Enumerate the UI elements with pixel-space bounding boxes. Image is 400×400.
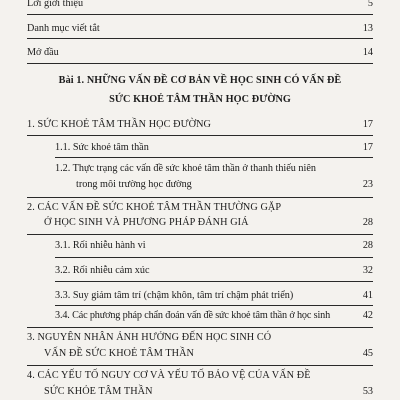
- toc-entry-page: 53: [362, 386, 373, 397]
- toc-entry-introduction: [0, 0, 400, 12]
- toc-entry-title: Lời giới thiệu: [27, 0, 84, 9]
- toc-entry-page: 45: [362, 348, 373, 359]
- separator-line: [27, 14, 373, 15]
- lesson-heading-line2: SỨC KHOẺ TÂM THẦN HỌC ĐƯỜNG: [109, 94, 291, 105]
- toc-entry-page: 32: [362, 265, 373, 276]
- separator-line: [27, 38, 373, 39]
- toc-entry-title: 3.1. Rối nhiễu hành vi: [55, 240, 146, 251]
- toc-entry-3-2: [0, 263, 400, 279]
- toc-entry-title: 1. SỨC KHOẺ TÂM THẦN HỌC ĐƯỜNG: [27, 119, 211, 130]
- toc-entry-title: 3.3. Suy giảm tâm trí (chậm khôn, tâm trí chậm phát triển): [55, 290, 294, 301]
- separator-line: [27, 63, 373, 64]
- toc-entry-section-4-line1: [0, 368, 400, 384]
- separator-line: [27, 365, 373, 366]
- toc-entry-abbreviations: [0, 21, 400, 37]
- toc-entry-page: 5: [367, 0, 373, 9]
- toc-entry-1-1: [0, 140, 400, 156]
- toc-entry-page: 28: [362, 240, 373, 251]
- toc-entry-section-3-line1: [0, 330, 400, 346]
- toc-entry-title: 1.2. Thực trạng các vấn đề sức khoẻ tâm thần ở thanh thiếu niên: [55, 163, 316, 174]
- toc-entry-title: Mở đầu: [27, 47, 59, 58]
- separator-line: [55, 157, 373, 158]
- toc-entry-section-2-line1: [0, 200, 400, 216]
- separator-line: [55, 305, 373, 306]
- toc-entry-section-1: [0, 117, 400, 133]
- toc-entry-3-4: [0, 308, 400, 324]
- toc-entry-title: 3. NGUYÊN NHÂN ẢNH HƯỞNG ĐẾN HỌC SINH CÓ: [27, 332, 272, 343]
- toc-entry-title: 2. CÁC VẤN ĐỀ SỨC KHOẺ TÂM THẦN THƯỜNG GẶP: [27, 202, 282, 213]
- toc-entry-page: 42: [362, 310, 373, 321]
- separator-line: [27, 135, 373, 136]
- separator-line: [27, 327, 373, 328]
- toc-entry-section-4-line2: [0, 384, 400, 400]
- toc-entry-title: 1.1. Sức khoẻ tâm thần: [55, 142, 149, 153]
- toc-entry-3-1: [0, 238, 400, 254]
- toc-entry-page: 14: [362, 47, 373, 58]
- toc-entry-opening: [0, 45, 400, 61]
- separator-line: [27, 197, 373, 198]
- toc-entry-page: 13: [362, 23, 373, 34]
- toc-entry-page: 23: [362, 179, 373, 190]
- toc-entry-page: 41: [362, 290, 373, 301]
- toc-entry-3-3: [0, 288, 400, 304]
- toc-entry-1-2-line1: [0, 161, 400, 177]
- separator-line: [55, 257, 373, 258]
- toc-entry-title-continuation: SỨC KHỎE TÂM THẦN: [44, 386, 153, 397]
- toc-entry-page: 17: [362, 119, 373, 130]
- toc-entry-title: 4. CÁC YẾU TỐ NGUY CƠ VÀ YẾU TỐ BẢO VỆ CỦA VẤN ĐỀ: [27, 370, 311, 381]
- toc-entry-1-2-line2: [0, 177, 400, 193]
- toc-entry-title-continuation: VẤN ĐỀ SỨC KHOẺ TÂM THẦN: [44, 348, 195, 359]
- toc-entry-section-3-line2: [0, 346, 400, 362]
- toc-entry-section-2-line2: [0, 215, 400, 231]
- separator-line: [55, 281, 373, 282]
- toc-entry-title: Danh mục viết tắt: [27, 23, 100, 34]
- toc-entry-title: 3.2. Rối nhiễu cảm xúc: [55, 265, 150, 276]
- separator-line: [27, 234, 373, 235]
- lesson-heading-line1: Bài 1. NHỮNG VẤN ĐỀ CƠ BẢN VỀ HỌC SINH CÓ VẤN ĐỀ: [58, 75, 342, 86]
- toc-entry-page: 28: [362, 217, 373, 228]
- toc-entry-title-continuation: Ở HỌC SINH VÀ PHƯƠNG PHÁP ĐÁNH GIÁ: [44, 217, 249, 228]
- toc-entry-page: 17: [362, 142, 373, 153]
- toc-entry-title: 3.4. Các phương pháp chẩn đoán vấn đề sức khoẻ tâm thần ở học sinh: [55, 310, 331, 321]
- toc-entry-title-continuation: trong môi trường học đường: [76, 179, 192, 190]
